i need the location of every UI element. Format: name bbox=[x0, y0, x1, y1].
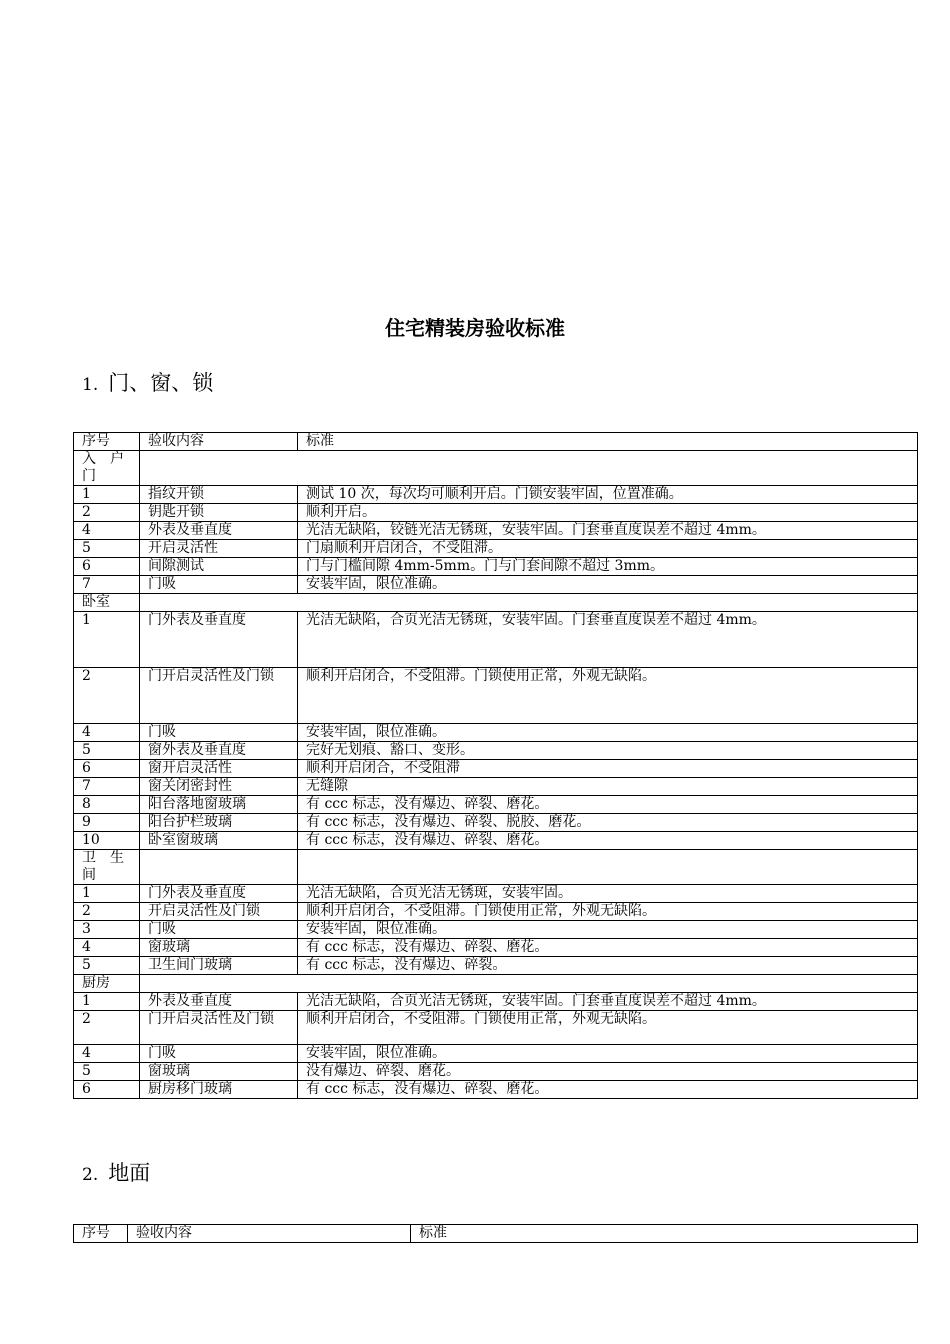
cell-no: 2 bbox=[74, 668, 140, 724]
group-name bbox=[74, 451, 140, 486]
cell-no: 10 bbox=[74, 832, 140, 850]
cell-standard: 门与门槛间隙 4mm-5mm。门与门套间隙不超过 3mm。 bbox=[298, 558, 918, 576]
table-row bbox=[74, 522, 918, 540]
cell-standard: 有 ccc 标志，没有爆边、碎裂、磨花。 bbox=[298, 796, 918, 814]
cell-standard: 安装牢固，限位准确。 bbox=[298, 921, 918, 939]
cell-no: 9 bbox=[74, 814, 140, 832]
cell-no: 6 bbox=[74, 558, 140, 576]
table-row bbox=[74, 957, 918, 975]
cell-standard: 光洁无缺陷，合页光洁无锈斑，安装牢固。门套垂直度误差不超过 4mm。 bbox=[298, 612, 918, 668]
table-row bbox=[74, 1081, 918, 1099]
cell-content: 窗关闭密封性 bbox=[140, 778, 298, 796]
header-content: 验收内容 bbox=[140, 433, 298, 451]
cell-no: 1 bbox=[74, 993, 140, 1011]
cell-standard: 有 ccc 标志，没有爆边、碎裂、脱胶、磨花。 bbox=[298, 814, 918, 832]
header-standard: 标准 bbox=[298, 433, 918, 451]
cell-standard: 顺利开启闭合，不受阻滞 bbox=[298, 760, 918, 778]
table-row bbox=[74, 558, 918, 576]
cell-standard: 顺利开启。 bbox=[298, 504, 918, 522]
group-blank-cell bbox=[298, 850, 918, 885]
cell-standard: 有 ccc 标志，没有爆边、碎裂、磨花。 bbox=[298, 1081, 918, 1099]
group-name bbox=[74, 594, 140, 612]
cell-no: 1 bbox=[74, 612, 140, 668]
cell-standard: 没有爆边、碎裂、磨花。 bbox=[298, 1063, 918, 1081]
section-label: 门、窗、锁 bbox=[108, 371, 214, 395]
cell-content: 窗玻璃 bbox=[140, 1063, 298, 1081]
cell-standard: 顺利开启闭合，不受阻滞。门锁使用正常，外观无缺陷。 bbox=[298, 668, 918, 724]
cell-standard: 安装牢固，限位准确。 bbox=[298, 1045, 918, 1063]
floor-table bbox=[73, 1224, 918, 1243]
cell-standard: 顺利开启闭合，不受阻滞。门锁使用正常，外观无缺陷。 bbox=[298, 903, 918, 921]
cell-content: 窗外表及垂直度 bbox=[140, 742, 298, 760]
table-row bbox=[74, 939, 918, 957]
group-blank-cell bbox=[140, 975, 918, 993]
cell-no: 5 bbox=[74, 1063, 140, 1081]
cell-content: 门吸 bbox=[140, 576, 298, 594]
group-row bbox=[74, 850, 918, 885]
group-name-line: 卧室 bbox=[82, 594, 110, 610]
cell-no: 5 bbox=[74, 957, 140, 975]
page-title: 住宅精装房验收标准 bbox=[385, 316, 565, 340]
cell-no: 3 bbox=[74, 921, 140, 939]
cell-content: 门开启灵活性及门锁 bbox=[140, 1011, 298, 1045]
section-number: 2. bbox=[82, 1165, 99, 1185]
table-row bbox=[74, 1045, 918, 1063]
header-standard: 标准 bbox=[411, 1225, 918, 1243]
table-row bbox=[74, 796, 918, 814]
table-row bbox=[74, 993, 918, 1011]
group-row bbox=[74, 975, 918, 993]
doors-windows-locks-table bbox=[73, 432, 918, 1099]
table-header-row bbox=[74, 433, 918, 451]
cell-content: 卫生间门玻璃 bbox=[140, 957, 298, 975]
table-row bbox=[74, 885, 918, 903]
table-row bbox=[74, 760, 918, 778]
cell-content: 窗开启灵活性 bbox=[140, 760, 298, 778]
cell-content: 厨房移门玻璃 bbox=[140, 1081, 298, 1099]
group-name bbox=[74, 975, 140, 993]
cell-content: 钥匙开锁 bbox=[140, 504, 298, 522]
section-heading-floor bbox=[82, 1157, 150, 1187]
group-row bbox=[74, 451, 918, 486]
table-header-row bbox=[74, 1225, 918, 1243]
cell-no: 2 bbox=[74, 903, 140, 921]
group-name-line: 厨房 bbox=[82, 975, 110, 991]
cell-content: 门吸 bbox=[140, 724, 298, 742]
cell-no: 4 bbox=[74, 724, 140, 742]
cell-no: 2 bbox=[74, 504, 140, 522]
cell-content: 间隙测试 bbox=[140, 558, 298, 576]
cell-content: 阳台落地窗玻璃 bbox=[140, 796, 298, 814]
table-row bbox=[74, 832, 918, 850]
group-blank-cell bbox=[140, 451, 918, 486]
cell-no: 5 bbox=[74, 540, 140, 558]
table-row bbox=[74, 903, 918, 921]
cell-standard: 光洁无缺陷，合页光洁无锈斑，安装牢固。 bbox=[298, 885, 918, 903]
cell-standard: 有 ccc 标志，没有爆边、碎裂、磨花。 bbox=[298, 832, 918, 850]
table-row bbox=[74, 486, 918, 504]
group-blank-cell bbox=[140, 850, 298, 885]
cell-no: 4 bbox=[74, 1045, 140, 1063]
group-name-line: 卫 生 bbox=[82, 850, 124, 866]
group-blank-cell bbox=[140, 594, 918, 612]
cell-content: 开启灵活性 bbox=[140, 540, 298, 558]
table-row bbox=[74, 724, 918, 742]
cell-standard: 光洁无缺陷，铰链光洁无锈斑，安装牢固。门套垂直度误差不超过 4mm。 bbox=[298, 522, 918, 540]
section-label: 地面 bbox=[108, 1161, 151, 1185]
cell-no: 7 bbox=[74, 778, 140, 796]
table-row bbox=[74, 540, 918, 558]
group-name-line: 间 bbox=[82, 867, 96, 883]
cell-content: 外表及垂直度 bbox=[140, 522, 298, 540]
header-content: 验收内容 bbox=[128, 1225, 411, 1243]
group-row bbox=[74, 594, 918, 612]
group-name bbox=[74, 850, 140, 885]
table-row bbox=[74, 1063, 918, 1081]
table-row bbox=[74, 778, 918, 796]
cell-content: 卧室窗玻璃 bbox=[140, 832, 298, 850]
table-row bbox=[74, 504, 918, 522]
cell-content: 开启灵活性及门锁 bbox=[140, 903, 298, 921]
cell-standard: 完好无划痕、豁口、变形。 bbox=[298, 742, 918, 760]
group-name-line: 入 户 bbox=[82, 451, 124, 467]
cell-content: 门外表及垂直度 bbox=[140, 612, 298, 668]
table-row bbox=[74, 1011, 918, 1045]
table-row bbox=[74, 668, 918, 724]
table-row bbox=[74, 576, 918, 594]
cell-content: 指纹开锁 bbox=[140, 486, 298, 504]
cell-standard: 顺利开启闭合，不受阻滞。门锁使用正常，外观无缺陷。 bbox=[298, 1011, 918, 1045]
cell-no: 1 bbox=[74, 486, 140, 504]
cell-no: 8 bbox=[74, 796, 140, 814]
cell-standard: 无缝隙 bbox=[298, 778, 918, 796]
cell-standard: 门扇顺利开启闭合，不受阻滞。 bbox=[298, 540, 918, 558]
cell-no: 6 bbox=[74, 1081, 140, 1099]
cell-content: 门吸 bbox=[140, 921, 298, 939]
table-row bbox=[74, 921, 918, 939]
header-no: 序号 bbox=[74, 433, 140, 451]
section-number: 1. bbox=[82, 375, 99, 395]
table-row bbox=[74, 814, 918, 832]
header-no: 序号 bbox=[74, 1225, 128, 1243]
cell-no: 5 bbox=[74, 742, 140, 760]
cell-no: 1 bbox=[74, 885, 140, 903]
group-name-line: 门 bbox=[82, 468, 96, 484]
cell-standard: 安装牢固，限位准确。 bbox=[298, 576, 918, 594]
cell-standard: 安装牢固，限位准确。 bbox=[298, 724, 918, 742]
section-heading-doors bbox=[82, 367, 213, 397]
cell-content: 门开启灵活性及门锁 bbox=[140, 668, 298, 724]
cell-standard: 有 ccc 标志，没有爆边、碎裂。 bbox=[298, 957, 918, 975]
cell-no: 4 bbox=[74, 522, 140, 540]
cell-no: 6 bbox=[74, 760, 140, 778]
cell-standard: 测试 10 次，每次均可顺利开启。门锁安装牢固，位置准确。 bbox=[298, 486, 918, 504]
cell-content: 外表及垂直度 bbox=[140, 993, 298, 1011]
table-row bbox=[74, 742, 918, 760]
cell-standard: 光洁无缺陷，合页光洁无锈斑，安装牢固。门套垂直度误差不超过 4mm。 bbox=[298, 993, 918, 1011]
cell-content: 门吸 bbox=[140, 1045, 298, 1063]
cell-content: 阳台护栏玻璃 bbox=[140, 814, 298, 832]
cell-content: 窗玻璃 bbox=[140, 939, 298, 957]
cell-content: 门外表及垂直度 bbox=[140, 885, 298, 903]
cell-no: 2 bbox=[74, 1011, 140, 1045]
cell-no: 7 bbox=[74, 576, 140, 594]
table-row bbox=[74, 612, 918, 668]
cell-standard: 有 ccc 标志，没有爆边、碎裂、磨花。 bbox=[298, 939, 918, 957]
cell-no: 4 bbox=[74, 939, 140, 957]
